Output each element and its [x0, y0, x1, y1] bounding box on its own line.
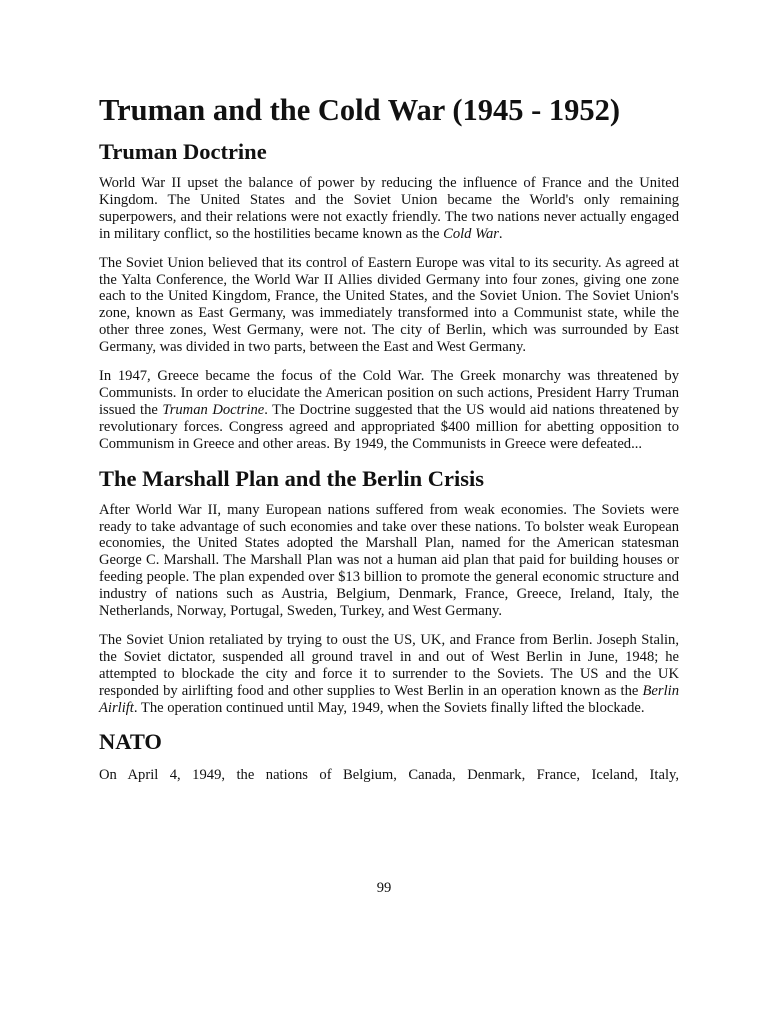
paragraph: The Soviet Union retaliated by trying to oust the US, UK, and France from Berlin. Joseph Stalin, the Soviet dictator, suspended all ground travel in and out of West Berlin in June, 1948; he attempted to blockade the city and force it to surrender to the Soviets. The US and the UK responded by airlifting food and other supplies to West Berlin in an operation known as the Berlin Airlift. The operation continued until May, 1949, when the Soviets finally lifted the blockade.: [99, 631, 679, 716]
section-marshall-plan: [99, 465, 679, 717]
paragraph: In 1947, Greece became the focus of the Cold War. The Greek monarchy was threatened by Communists. In order to elucidate the American position on such actions, President Harry Truman issued the Truman Doctrine. The Doctrine suggested that the US would aid nations threatened by revolutionary forces. Congress agreed and appropriated $400 million for abetting opposition to Communism in Greece and other areas. By 1949, the Communists in Greece were defeated...: [99, 368, 679, 452]
paragraph: On April 4, 1949, the nations of Belgium, Canada, Denmark, France, Iceland, Italy,: [99, 767, 679, 784]
section-truman-doctrine: [99, 138, 679, 453]
section-heading: NATO: [99, 729, 162, 755]
paragraph: World War II upset the balance of power by reducing the influence of France and the United Kingdom. The United States and the Soviet Union became the World's only remaining superpowers, and their relations were not exactly friendly. The two nations never actually engaged in military conflict, so the hostilities became known as the Cold War.: [99, 175, 679, 242]
section-nato: [99, 728, 679, 784]
section-heading: The Marshall Plan and the Berlin Crisis: [99, 465, 485, 491]
section-heading: Truman Doctrine: [99, 139, 267, 164]
paragraph: The Soviet Union believed that its control of Eastern Europe was vital to its security. As agreed at the Yalta Conference, the World War II Allies divided Germany into four zones, giving one zone each to the United Kingdom, France, the United States, and the Soviet Union. The Soviet Union's zone, known as East Germany, was immediately transformed into a Communist state, while the other three zones, West Germany, were not. The city of Berlin, which was surrounded by East Germany, was divided in two parts, between the East and West Germany.: [99, 254, 679, 356]
document-page: [99, 92, 679, 796]
page-number: 99: [376, 880, 392, 896]
paragraph: After World War II, many European nations suffered from weak economies. The Soviets were ready to take advantage of such economies and take over these nations. To bolster weak European economies, the United States adopted the Marshall Plan, named for the American statesman George C. Marshall. The Marshall Plan was not a human aid plan that paid for building houses or feeding people. The plan expended over $13 billion to promote the general economic structure and industry of nations such as Austria, Belgium, Denmark, France, Greece, Ireland, Italy, the Netherlands, Norway, Portugal, Sweden, Turkey, and West Germany.: [99, 501, 679, 620]
page-title: Truman and the Cold War (1945 - 1952): [99, 93, 621, 127]
